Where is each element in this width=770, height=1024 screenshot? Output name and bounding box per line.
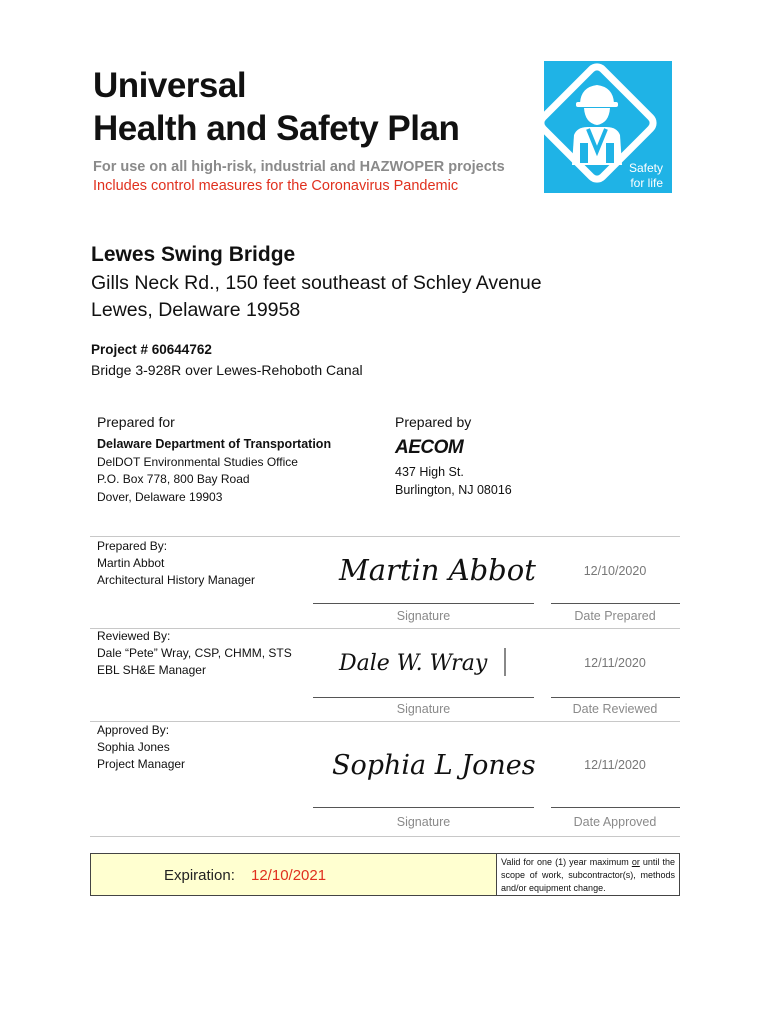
signature-label: Signature bbox=[396, 815, 451, 829]
approval-prepared bbox=[97, 538, 255, 589]
approval-title: Prepared By: bbox=[97, 539, 168, 553]
subtitle-note: Includes control measures for the Coronavirus Pandemic bbox=[93, 178, 459, 194]
date-line bbox=[551, 603, 680, 604]
project-address-line-1: Gills Neck Rd., 150 feet southeast of Schley Avenue bbox=[91, 272, 542, 294]
client-address-line: Dover, Delaware 19903 bbox=[97, 490, 223, 504]
document-title bbox=[93, 64, 459, 150]
approval-role: EBL SH&E Manager bbox=[97, 663, 206, 677]
approval-reviewed bbox=[97, 628, 292, 679]
approval-title: Reviewed By: bbox=[97, 629, 171, 643]
expiration-date: 12/10/2021 bbox=[251, 867, 327, 884]
title-line-1: Universal bbox=[93, 66, 247, 105]
prepared-by-label: Prepared by bbox=[395, 414, 472, 430]
approval-role: Architectural History Manager bbox=[97, 573, 256, 587]
project-number: Project # 60644762 bbox=[91, 342, 212, 357]
expiration-label: Expiration: bbox=[164, 867, 235, 884]
expiration-box bbox=[90, 853, 680, 896]
date-label: Date Approved bbox=[573, 815, 657, 829]
signature-line bbox=[313, 603, 534, 604]
subtitle: For use on all high-risk, industrial and HAZWOPER projects bbox=[93, 159, 505, 175]
validity-note bbox=[496, 854, 679, 895]
date-label: Date Reviewed bbox=[572, 702, 658, 716]
project-address-line-2: Lewes, Delaware 19958 bbox=[91, 299, 301, 321]
approval-name: Dale “Pete” Wray, CSP, CHMM, STS bbox=[97, 646, 292, 660]
approval-name: Martin Abbot bbox=[97, 556, 165, 570]
safety-logo bbox=[544, 61, 672, 193]
validity-note-text: Valid for one (1) year maximum bbox=[501, 857, 632, 867]
validity-note-text: until the scope of work, subcontractor(s), methods and/or equipment change. bbox=[501, 857, 675, 893]
bridge-description: Bridge 3-928R over Lewes-Rehoboth Canal bbox=[91, 362, 363, 378]
divider bbox=[90, 836, 680, 837]
aecom-logo: AECOM bbox=[395, 437, 464, 458]
client-address-line: DelDOT Environmental Studies Office bbox=[97, 455, 298, 469]
approval-approved bbox=[97, 722, 185, 773]
project-name: Lewes Swing Bridge bbox=[91, 243, 296, 266]
signature-label: Signature bbox=[396, 702, 451, 716]
title-line-2: Health and Safety Plan bbox=[93, 109, 460, 148]
signature-text: Sophia L Jones bbox=[332, 750, 536, 781]
client-address-line: P.O. Box 778, 800 Bay Road bbox=[97, 472, 250, 486]
expiration-field bbox=[91, 854, 496, 895]
signature-image bbox=[328, 740, 536, 794]
approval-name: Sophia Jones bbox=[97, 740, 170, 754]
client-name: Delaware Department of Transportation bbox=[97, 437, 332, 451]
signature-line bbox=[313, 697, 534, 698]
aecom-address-line: Burlington, NJ 08016 bbox=[395, 483, 512, 497]
signature-text: Martin Abbot bbox=[339, 553, 536, 587]
signature-image bbox=[335, 642, 510, 682]
logo-line-2: for life bbox=[630, 176, 663, 190]
aecom-address-line: 437 High St. bbox=[395, 465, 464, 479]
date-approved-value: 12/11/2020 bbox=[584, 758, 646, 772]
date-label: Date Prepared bbox=[574, 609, 656, 623]
signature-label: Signature bbox=[396, 609, 451, 623]
date-line bbox=[551, 697, 680, 698]
approval-role: Project Manager bbox=[97, 757, 186, 771]
validity-note-or: or bbox=[631, 857, 640, 867]
logo-line-1: Safety bbox=[628, 161, 663, 175]
signature-image bbox=[335, 548, 536, 594]
date-prepared-value: 12/10/2020 bbox=[583, 564, 647, 578]
divider bbox=[90, 536, 680, 537]
signature-text: Dale W. Wray bbox=[339, 651, 488, 676]
approval-title: Approved By: bbox=[97, 723, 170, 737]
date-line bbox=[551, 807, 680, 808]
prepared-for-label: Prepared for bbox=[97, 414, 175, 430]
signature-line bbox=[313, 807, 534, 808]
date-reviewed-value: 12/11/2020 bbox=[584, 656, 646, 670]
